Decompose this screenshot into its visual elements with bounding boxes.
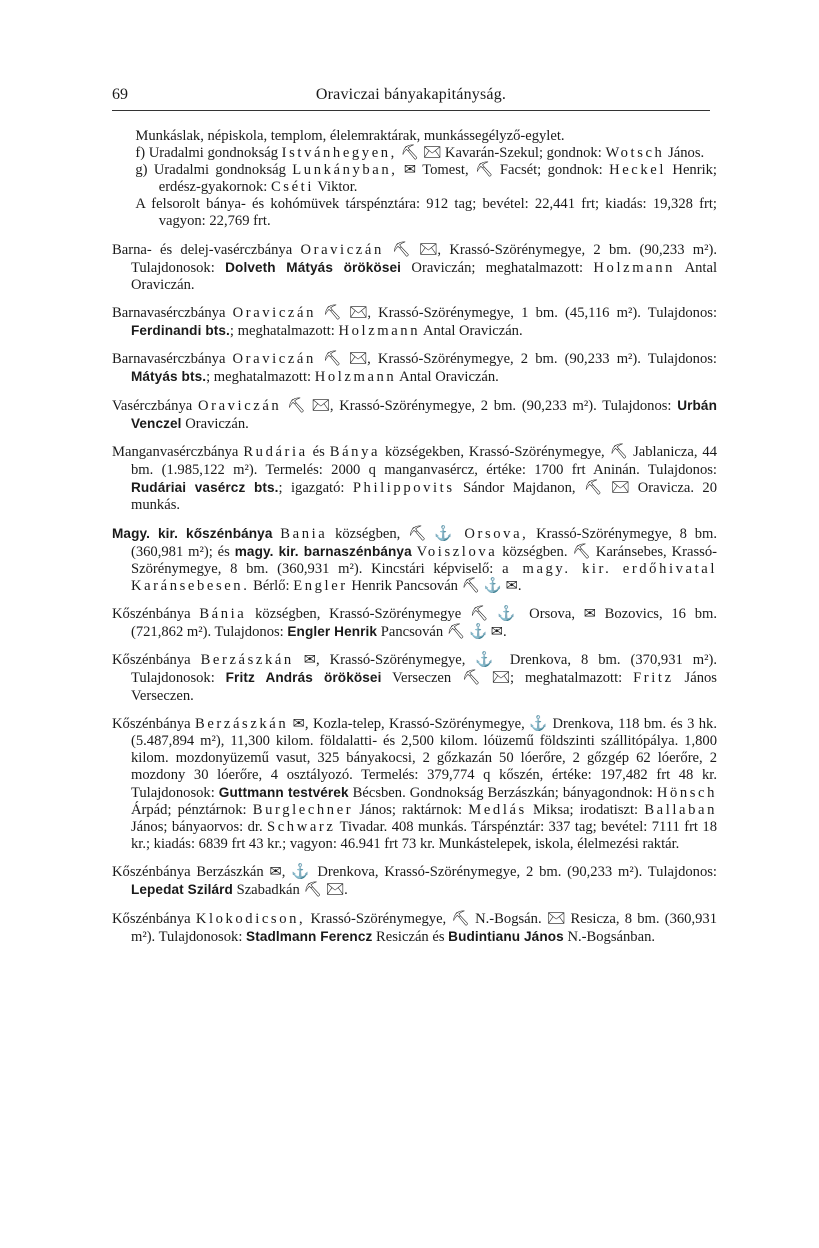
text-run: János; raktárnok:	[353, 802, 469, 819]
spaced-name: Oraviczán	[300, 241, 384, 258]
mine-entry	[112, 305, 717, 340]
mine-entry	[112, 652, 717, 704]
owner-name: Stadlmann Ferencz	[246, 928, 373, 944]
owner-name: magy. kir. barnaszénbánya	[234, 543, 412, 559]
text-run: ⛏ ✉, Krassó-Szörénymegye, 2 bm. (90,233 m²). Tulajdonos:	[281, 398, 678, 415]
continued-entry	[112, 128, 717, 231]
spaced-name: Oraviczán	[232, 351, 316, 368]
text-run: Krassó-Szörénymegye, 8 bm. (360,981 m²); és	[130, 525, 718, 560]
spaced-name: Klokodicson,	[195, 910, 306, 927]
text-run: Vasérczbánya	[112, 398, 198, 415]
text-run: Miksa; irodatiszt:	[526, 802, 645, 819]
spaced-name: Burglechner	[252, 802, 354, 819]
spaced-name: Bánia	[199, 606, 247, 623]
spaced-name: Holzmann	[338, 322, 421, 339]
entry-paragraph	[112, 305, 717, 340]
entry-paragraph	[112, 196, 717, 230]
mine-entry	[112, 444, 717, 513]
text-run: A felsorolt bánya- és kohómüvek társpénztára: 912 tag; bevétel: 22,441 frt; kiadás: 19,328 frt; vagyon: 22,769 frt.	[135, 196, 717, 230]
text-run: Oraviczán.	[181, 416, 249, 433]
text-run: Szabadkán ⛏ ✉.	[232, 882, 348, 899]
page-header	[112, 82, 710, 112]
mine-entry	[112, 606, 717, 641]
text-run: Resiczán és	[372, 928, 449, 945]
text-run: Kőszénbánya	[112, 652, 201, 669]
text-run: N.-Bogsánban.	[563, 928, 656, 945]
spaced-name: Fritz	[633, 670, 674, 687]
text-run: Barnavasérczbánya	[112, 351, 233, 368]
entry-paragraph	[112, 444, 717, 513]
text-run: községben, Krassó-Szörénymegye ⛏ ⚓ Orsova, ✉ Bozovics, 16 bm. (721,862 m²). Tulajdonos:	[130, 606, 717, 641]
entry-paragraph	[112, 525, 717, 595]
mine-entry	[112, 911, 717, 946]
text-run: Oraviczán; meghatalmazott:	[401, 259, 594, 276]
spaced-name: Oraviczán	[197, 398, 282, 415]
text-run: ⛏ ✉, Krassó-Szörénymegye, 2 bm. (90,233 m²). Tulajdonos:	[315, 351, 717, 368]
text-run: és	[307, 444, 330, 461]
spaced-name: Oraviczán	[232, 304, 316, 321]
mine-entry	[112, 864, 717, 899]
text-run: községekben, Krassó-Szörénymegye, ⛏ Jablanicza, 44 bm. (1.985,122 m²). Termelés: 2000 q manganvasércz, értéke: 1700 frt Aninán. Tulajdonos:	[130, 444, 718, 478]
text-run: Antal Oraviczán.	[420, 322, 523, 339]
text-run: f) Uradalmi gondnokság	[135, 145, 282, 162]
entry-paragraph	[112, 397, 717, 433]
mine-entry	[112, 242, 717, 294]
text-run: Árpád; pénztárnok:	[130, 802, 253, 819]
spaced-name: Bánya	[329, 444, 381, 461]
text-run: Henrik; erdész-gyakornok:	[158, 162, 717, 196]
text-run: Verseczen ⛏ ✉; meghatalmazott:	[381, 670, 634, 687]
owner-name: Lepedat Szilárd	[130, 882, 233, 898]
spaced-name: Ballaban	[644, 802, 717, 819]
spaced-name: Berzászkán	[195, 715, 289, 732]
entry-paragraph	[112, 911, 717, 946]
spaced-name: Hönsch	[656, 785, 718, 801]
text-run: ✉, Kozla-telep, Krassó-Szörénymegye, ⚓ Drenkova, 118 bm. és 3 hk. (5.487,894 m²), 11,300 kilom. földalatti- és 2,500 kilom. lóüzemű földszinti szállitópálya. 1,800 kilom. mozdonyüzemű vasut, 325 bányakocsi, 2 gőzkazán 50 lóerőre, 2 gőzgép 62 lóerőre, 2 mozdony 30 lóerőre, 4 osztályozó. Termelés: 379,774 q kőszén, értéke: 197,482 frt 48 kr. Tulajdonosok:	[130, 715, 717, 801]
text-run: ; meghatalmazott:	[206, 369, 315, 386]
text-run: Sándor Majdanon, ⛏ ✉ Oravicza. 20 munkás.	[130, 479, 718, 513]
text-run: ⛏ ✉ Kavarán-Szekul; gondnok:	[396, 145, 606, 162]
text-run: János Verseczen.	[130, 670, 717, 704]
text-run: Antal Oraviczán.	[130, 259, 718, 293]
spaced-name: Engler	[293, 578, 348, 595]
owner-name: Magy. kir. kőszénbánya	[112, 525, 273, 541]
entry-paragraph	[112, 145, 717, 162]
owner-name: Rudáriai vasércz bts.	[130, 479, 279, 495]
mine-entry	[112, 351, 717, 386]
mine-entry	[112, 397, 717, 433]
text-run: Kőszénbánya Berzászkán ✉, ⚓ Drenkova, Krassó-Szörénymegye, 2 bm. (90,233 m²). Tulajdonos:	[112, 864, 717, 881]
text-run: János; bányaorvos: dr.	[130, 819, 267, 836]
text-run: ✉ Tomest, ⛏ Facsét; gondnok:	[397, 162, 610, 179]
page-number: 69	[112, 86, 128, 103]
text-run: g) Uradalmi gondnokság	[135, 162, 293, 179]
document-body	[112, 128, 717, 957]
entry-paragraph	[112, 652, 717, 704]
text-run: Munkáslak, népiskola, templom, élelemraktárak, munkássegélyző-egylet.	[135, 128, 565, 144]
text-run: ; igazgató:	[278, 479, 353, 496]
owner-name: Urbán Venczel	[130, 398, 717, 432]
text-run: Viktor.	[313, 179, 358, 196]
spaced-name: Berzászkán	[200, 652, 294, 669]
spaced-name: Philippovits	[352, 479, 455, 496]
text-run: Kőszénbánya	[112, 715, 196, 732]
owner-name: Engler Henrik	[287, 624, 378, 640]
text-run: Henrik Pancsován ⛏ ⚓ ✉.	[347, 578, 522, 595]
owner-name: Dolveth Mátyás örökösei	[225, 259, 402, 275]
spaced-name: Voiszlova	[416, 543, 498, 560]
text-run: Pancsován ⛏ ⚓ ✉.	[377, 624, 507, 641]
owner-name: Ferdinandi bts.	[130, 322, 230, 338]
text-run: Antal Oraviczán.	[396, 369, 499, 386]
text-run: Krassó-Szörénymegye, ⛏ N.-Bogsán. ✉ Resicza, 8 bm. (360,931 m²). Tulajdonosok:	[130, 910, 718, 945]
entry-paragraph	[112, 716, 717, 854]
spaced-name: Wotsch	[605, 145, 665, 162]
mine-entry	[112, 525, 717, 595]
text-run: községben. ⛏ Karánsebes, Krassó-Szörénymegye, 8 bm. (360,931 m²). Kincstári képviselő:	[130, 543, 717, 577]
text-run: Kőszénbánya	[112, 606, 200, 623]
owner-name: Guttmann testvérek	[218, 785, 349, 800]
header-rule	[112, 110, 710, 111]
text-run: Barna- és delej-vasérczbánya	[112, 241, 301, 258]
entry-paragraph	[112, 351, 717, 386]
text-run: ; meghatalmazott:	[229, 322, 339, 339]
owner-name: Budintianu János	[448, 928, 564, 944]
text-run: Bérlő:	[249, 578, 294, 595]
text-run: Tivadar. 408 munkás. Társpénztár: 337 tag; bevétel: 7111 frt 18 kr.; kiadás: 6839 frt 43 kr.; vagyon: 46.941 frt 73 kr. Munkástelepek, iskola, élelmezési raktár.	[130, 819, 717, 853]
text-run: Bécsben. Gondnokság Berzászkán; bányagondnok:	[348, 785, 657, 801]
running-head: Oraviczai bányakapitányság.	[315, 86, 507, 103]
text-run: Kőszénbánya	[112, 910, 196, 927]
owner-name: Fritz András örökösei	[225, 670, 382, 686]
entry-paragraph	[112, 242, 717, 294]
text-run: ✉, Krassó-Szörénymegye, ⚓ Drenkova, 8 bm. (370,931 m²). Tulajdonosok:	[130, 652, 717, 687]
text-run: ⛏ ✉, Krassó-Szörénymegye, 2 bm. (90,233 m²). Tulajdonosok:	[130, 241, 718, 276]
owner-name: Mátyás bts.	[130, 369, 207, 385]
text-run: ⛏ ✉, Krassó-Szörénymegye, 1 bm. (45,116 m²). Tulajdonos:	[315, 304, 717, 321]
entry-paragraph	[112, 128, 717, 145]
spaced-name: Orsova,	[464, 525, 529, 542]
spaced-name: Holzmann	[593, 259, 676, 276]
text-run: községben, ⛏ ⚓	[327, 525, 465, 542]
text-run: János.	[664, 145, 705, 162]
entry-paragraph	[112, 864, 717, 899]
spaced-name: a magy. kir. erdőhivatal Karánsebesen.	[130, 560, 717, 595]
spaced-name: Rudária	[243, 444, 308, 461]
spaced-name: Heckel	[609, 162, 667, 179]
spaced-name: Schwarz	[267, 819, 336, 836]
text-run: Barnavasérczbánya	[112, 304, 233, 321]
spaced-name: Medlás	[468, 802, 527, 819]
spaced-name: Holzmann	[314, 369, 397, 386]
entry-paragraph	[112, 162, 717, 196]
entry-paragraph	[112, 606, 717, 641]
spaced-name: Cséti	[270, 179, 314, 196]
mine-entry	[112, 716, 717, 854]
spaced-name: Bania	[280, 525, 328, 542]
spaced-name: Istvánhegyen,	[281, 145, 397, 162]
spaced-name: Lunkányban,	[292, 162, 398, 179]
text-run: Manganvasérczbánya	[112, 444, 244, 461]
